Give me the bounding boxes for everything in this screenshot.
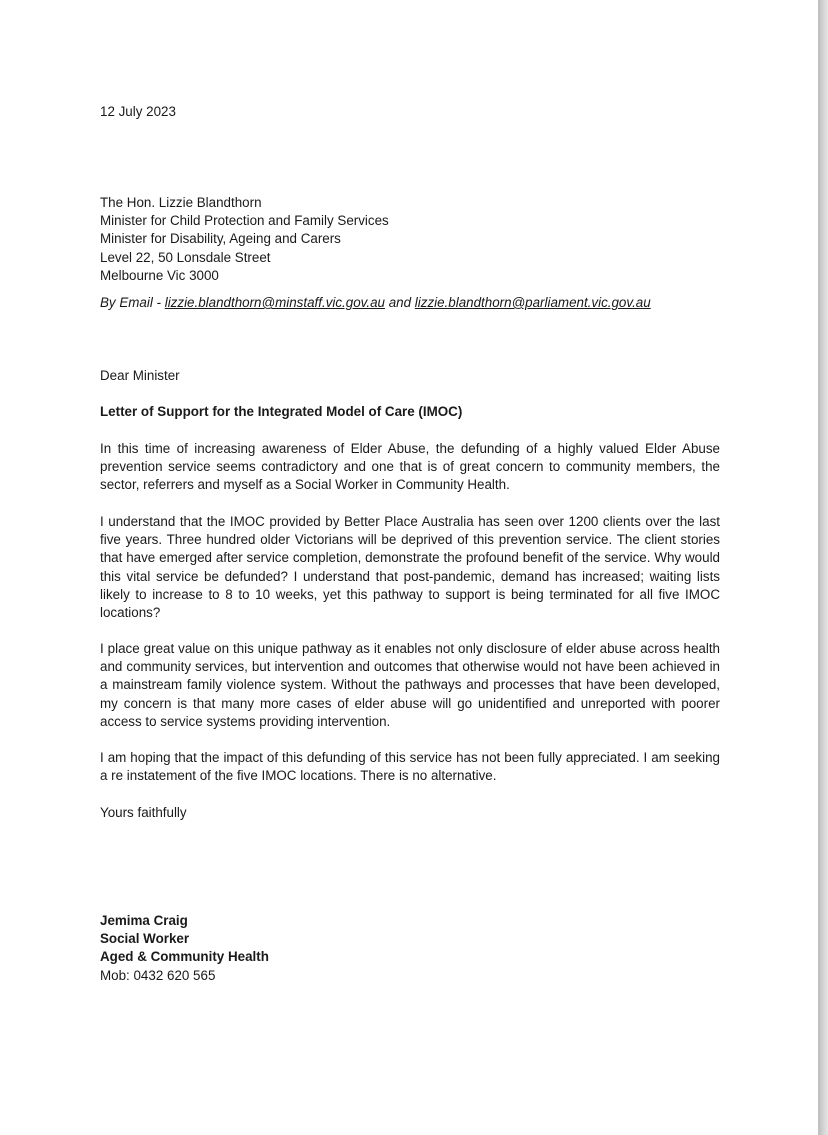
email-link-minstaff[interactable]: lizzie.blandthorn@minstaff.vic.gov.au — [164, 295, 385, 310]
page-edge-shadow — [818, 0, 828, 1135]
recipient-street: Level 22, 50 Lonsdale Street — [100, 249, 271, 265]
letter-date: 12 July 2023 — [100, 104, 176, 119]
recipient-name: The Hon. Lizzie Blandthorn — [100, 195, 262, 210]
email-link-parliament[interactable]: lizzie.blandthorn@parliament.vic.gov.au — [414, 295, 651, 310]
paragraph-4: I am hoping that the impact of this defunding of this service has not been fully appreciated. I am seeking a re instatement of the five IMOC locations. There is no alternative. — [100, 750, 720, 784]
salutation: Dear Minister — [100, 368, 180, 383]
email-line — [100, 294, 720, 312]
paragraph-2: I understand that the IMOC provided by Better Place Australia has seen over 1200 clients over the last five years. Three hundred older Victorians will be deprived of this prevention service. The client stories that have emerged after service completion, demonstrate the profound benefit of the service. Why would this vital service be defunded? I understand that post-pandemic, demand has increased; waiting lists likely to increase to 8 to 10 weeks, yet this pathway to support is being terminated for all five IMOC locations? — [100, 514, 720, 621]
signatory-mobile: Mob: 0432 620 565 — [100, 967, 216, 983]
paragraph-3: I place great value on this unique pathway as it enables not only disclosure of elder abuse across health and community services, but intervention and outcomes that otherwise would not have been achieved in a mainstream family violence system. Without the pathways and processes that have been developed, my concern is that many more cases of elder abuse will go unidentified and unreported with poorer access to service systems providing intervention. — [100, 641, 720, 729]
closing: Yours faithfully — [100, 805, 187, 820]
signatory-department: Aged & Community Health — [100, 949, 269, 965]
email-prefix: By Email - — [100, 295, 165, 310]
recipient-role-2: Minister for Disability, Ageing and Carers — [100, 231, 341, 247]
signature-block — [100, 912, 720, 985]
recipient-address — [100, 194, 720, 285]
signatory-title: Social Worker — [100, 931, 190, 947]
recipient-city: Melbourne Vic 3000 — [100, 267, 219, 283]
recipient-role-1: Minister for Child Protection and Family Services — [100, 213, 389, 229]
subject-line: Letter of Support for the Integrated Model of Care (IMOC) — [100, 404, 463, 419]
paragraph-1: In this time of increasing awareness of Elder Abuse, the defunding of a highly valued Elder Abuse prevention service seems contradictory and one that is of great concern to community members, the sector, referrers and myself as a Social Worker in Community Health. — [100, 441, 720, 493]
email-joiner: and — [385, 295, 415, 310]
signatory-name: Jemima Craig — [100, 913, 188, 928]
